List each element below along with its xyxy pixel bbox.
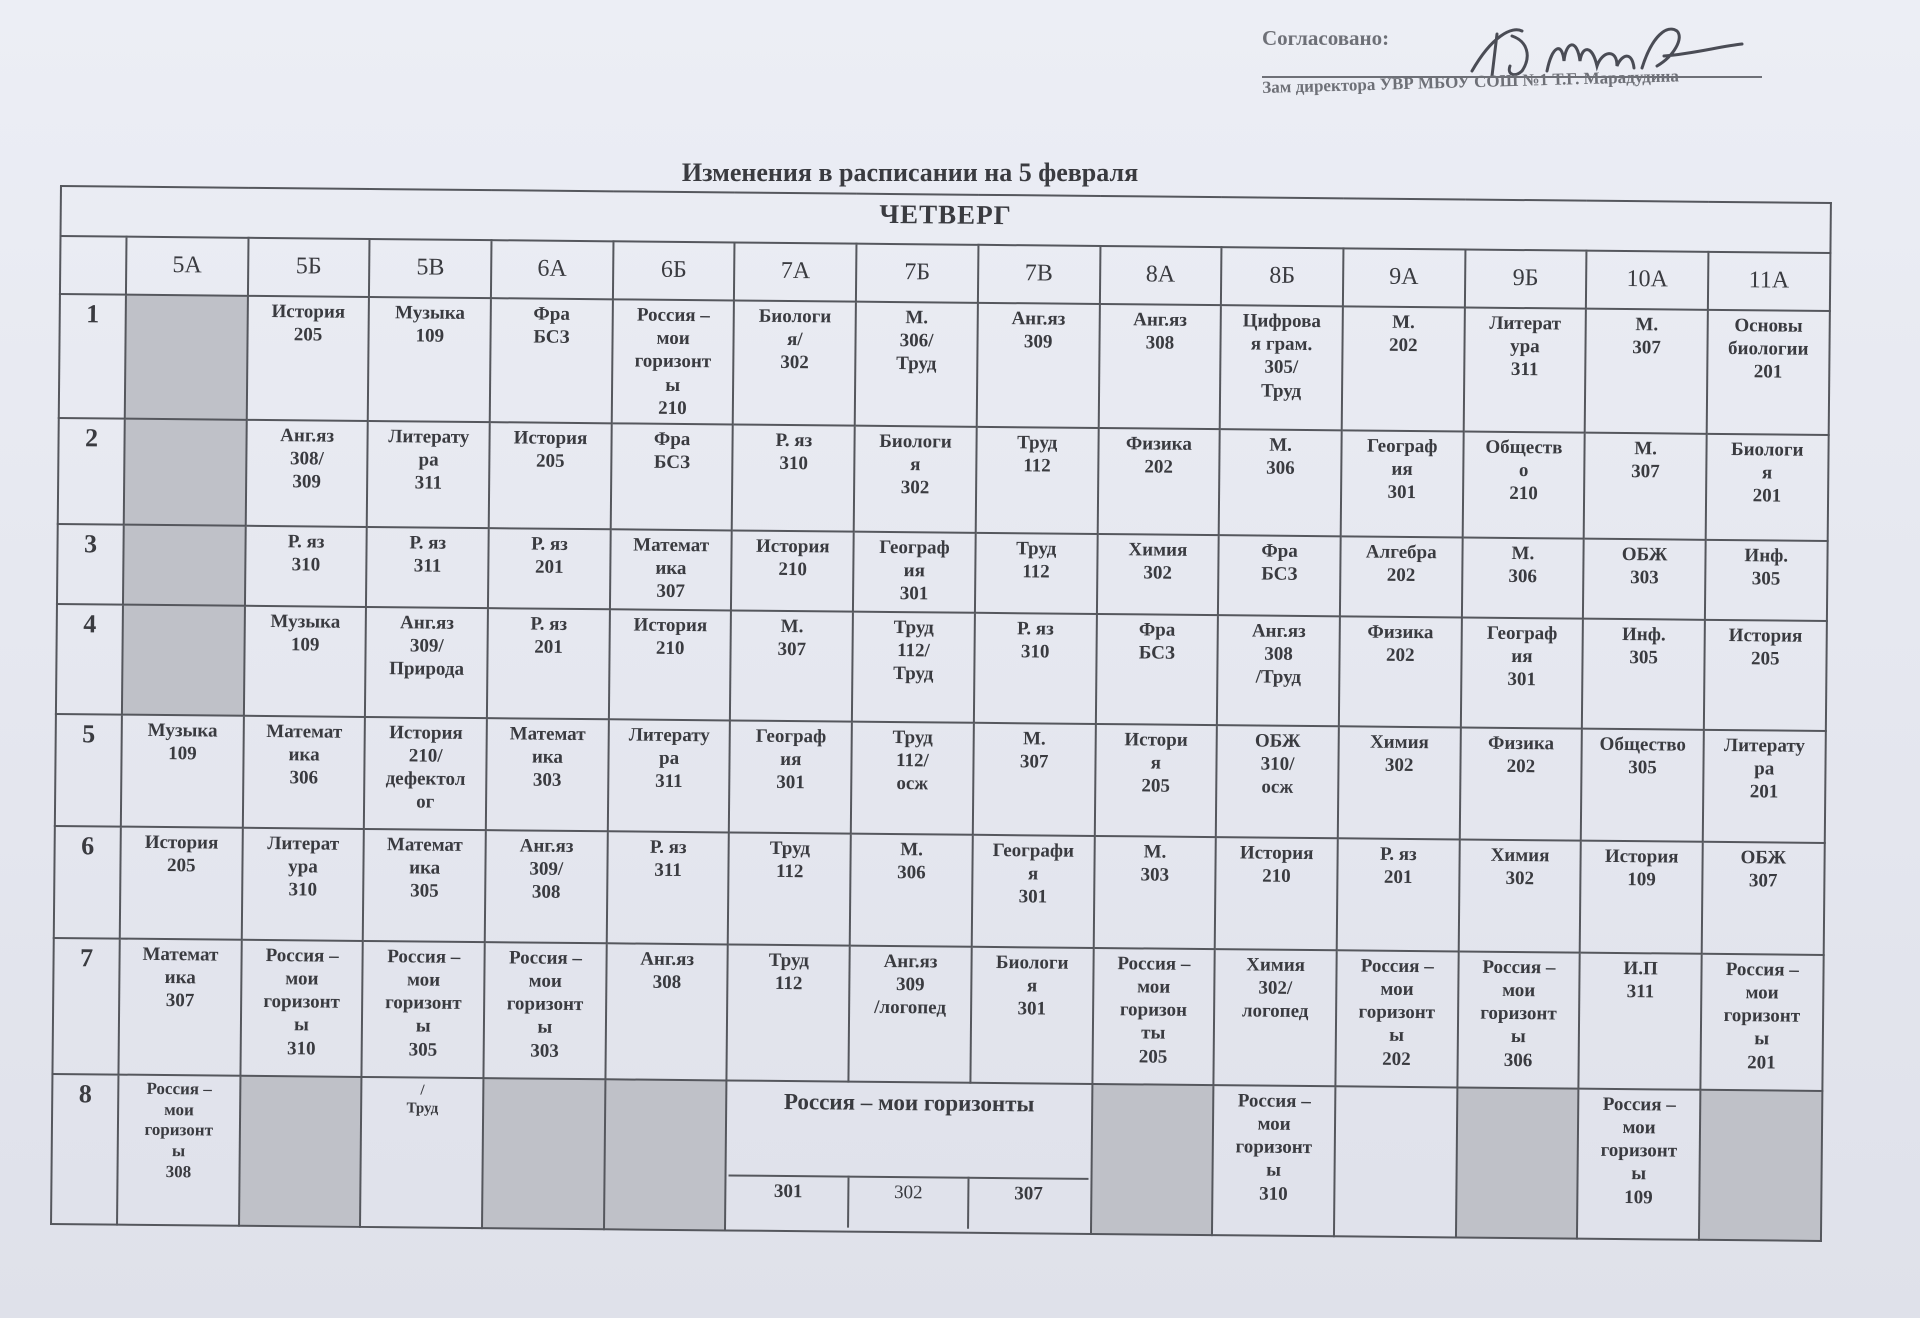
lesson-text: Труд 112	[769, 837, 811, 883]
lesson-cell	[244, 606, 367, 717]
lesson-text: Фра БСЗ	[533, 303, 570, 349]
lesson-cell	[605, 943, 728, 1080]
lesson-text: История 210/ дефектол ог	[385, 722, 466, 813]
lesson-cell	[1093, 836, 1216, 949]
lesson-text: / Труд	[406, 1082, 439, 1117]
period-number: 6	[54, 826, 121, 939]
lesson-cell	[368, 297, 491, 422]
period-row-1	[59, 294, 1830, 435]
room-cell: 302	[848, 1176, 968, 1228]
period-row-6	[54, 826, 1825, 955]
lesson-cell	[977, 303, 1100, 428]
lesson-cell	[1582, 619, 1705, 730]
lesson-text: Анг.яз 308	[1133, 309, 1188, 354]
lesson-text: Россия – мои горизонт ы 303	[506, 947, 584, 1062]
lesson-text: М. 307	[1632, 314, 1661, 359]
lesson-text: История 210	[633, 614, 708, 660]
period-number: 4	[56, 604, 123, 715]
lesson-text: ОБЖ 310/ осж	[1254, 730, 1301, 799]
period-number: 7	[52, 938, 119, 1075]
lesson-text: Химия 302	[1369, 731, 1429, 777]
lesson-text: М. 307	[1019, 728, 1049, 773]
lesson-text: Р. яз 310	[1017, 618, 1054, 663]
lesson-cell	[853, 531, 975, 612]
lesson-text: История 109	[1604, 845, 1679, 891]
lesson-text: Математ ика 307	[142, 943, 219, 1012]
period-row-2	[58, 418, 1829, 541]
lesson-cell	[609, 609, 732, 720]
combined-lesson-table	[728, 1084, 1088, 1229]
lesson-text: Географ ия 301	[1366, 435, 1438, 504]
lesson-text: Труд 112	[768, 949, 810, 995]
lesson-cell	[1218, 535, 1340, 616]
empty-cell	[123, 524, 245, 605]
lesson-cell	[975, 533, 1097, 614]
class-header: 9Б	[1464, 249, 1586, 308]
lesson-text: Литерат ура 311	[1489, 312, 1562, 381]
lesson-text: Труд 112/ осж	[892, 726, 933, 795]
lesson-cell	[1098, 304, 1221, 429]
schedule-table	[50, 185, 1832, 1242]
lesson-cell	[727, 944, 850, 1081]
lesson-text: Россия – мои горизонт ы 308	[144, 1078, 214, 1182]
schedule-table-wrap	[50, 185, 1830, 1217]
lesson-text: М. 303	[1140, 841, 1170, 886]
lesson-cell	[852, 611, 975, 722]
class-header: 6Б	[613, 241, 735, 300]
lesson-cell	[606, 831, 729, 944]
lesson-cell	[243, 716, 366, 829]
lesson-text: Литерат ура 310	[267, 832, 340, 901]
lesson-cell	[1707, 310, 1830, 435]
lesson-cell	[1216, 725, 1339, 838]
lesson-cell	[490, 298, 613, 423]
class-header: 9А	[1343, 248, 1465, 307]
lesson-cell	[240, 940, 363, 1077]
lesson-cell	[120, 826, 243, 939]
lesson-text: М. 202	[1388, 311, 1418, 357]
lesson-cell	[730, 610, 853, 721]
lesson-text: Труд 112	[1017, 432, 1058, 477]
lesson-cell	[1577, 1088, 1700, 1239]
lesson-cell	[241, 828, 364, 941]
lesson-cell	[367, 421, 490, 528]
empty-cell	[239, 1076, 362, 1227]
lesson-cell	[1212, 1085, 1335, 1236]
lesson-cell	[363, 829, 486, 942]
lesson-text: Биологи я 302	[879, 430, 952, 499]
lesson-cell	[488, 528, 610, 609]
lesson-cell	[976, 427, 1099, 534]
class-header: 5В	[369, 239, 491, 298]
lesson-text: История 210	[1239, 842, 1314, 887]
lesson-text: М. 306	[1508, 542, 1538, 588]
class-header: 7Б	[856, 244, 978, 303]
lesson-cell	[1092, 948, 1215, 1085]
period-number: 5	[55, 714, 122, 827]
class-header: 6А	[491, 240, 613, 299]
lesson-cell	[1335, 950, 1458, 1087]
lesson-text: Труд 112	[1016, 538, 1057, 583]
lesson-text: Физика 202	[1125, 433, 1193, 478]
empty-cell	[482, 1078, 605, 1229]
lesson-text: Анг.яз 308 /Труд	[1251, 620, 1306, 689]
lesson-cell	[1585, 309, 1708, 434]
lesson-cell	[485, 830, 608, 943]
lesson-cell	[1342, 306, 1465, 431]
lesson-text: Математ ика 307	[633, 534, 710, 603]
class-header: 7В	[978, 245, 1100, 304]
lesson-cell	[1219, 429, 1342, 536]
lesson-text: Истори я 205	[1124, 729, 1188, 797]
lesson-cell	[731, 530, 853, 611]
lesson-text: Музыка 109	[147, 719, 218, 765]
lesson-cell	[728, 832, 851, 945]
lesson-text: Математ ика 303	[509, 723, 586, 792]
lesson-cell	[974, 613, 1097, 724]
lesson-cell	[1581, 728, 1704, 841]
lesson-cell	[855, 302, 978, 427]
period-row-7	[52, 938, 1823, 1091]
lesson-text: Анг.яз 309 /логопед	[874, 950, 947, 1019]
lesson-cell	[1220, 305, 1343, 430]
lesson-cell	[610, 529, 732, 610]
lesson-cell	[1463, 307, 1586, 432]
lesson-text: Анг.яз 309	[1011, 308, 1066, 353]
lesson-text: История 205	[271, 301, 346, 346]
lesson-cell	[611, 299, 734, 424]
lesson-text: Р. яз 311	[409, 532, 447, 577]
lesson-cell	[608, 719, 731, 832]
class-header: 10А	[1586, 251, 1708, 310]
lesson-text: Россия – мои горизон ты 205	[1117, 953, 1191, 1068]
lesson-cell	[360, 1077, 483, 1228]
lesson-cell	[1705, 540, 1827, 621]
period-row-5	[55, 714, 1826, 843]
lesson-text: Россия – мои горизонт ы 210	[634, 304, 712, 419]
lesson-text: И.П 311	[1623, 957, 1658, 1003]
lesson-cell	[1457, 951, 1580, 1088]
lesson-text: Фра БСЗ	[1138, 619, 1176, 664]
empty-cell	[124, 418, 247, 525]
lesson-cell	[1706, 434, 1829, 541]
lesson-cell	[1215, 837, 1338, 950]
lesson-text: Россия – мои горизонт ы 202	[1358, 955, 1436, 1070]
room-cell: 301	[728, 1175, 848, 1227]
lesson-cell	[850, 833, 973, 946]
empty-cell	[1456, 1087, 1579, 1238]
lesson-cell	[854, 426, 977, 533]
class-header: 11А	[1708, 252, 1830, 311]
lesson-cell	[365, 607, 488, 718]
lesson-cell	[1702, 842, 1825, 955]
lesson-text: Анг.яз 309/ 308	[519, 835, 574, 904]
lesson-cell	[486, 718, 609, 831]
lesson-text: Общество 305	[1599, 733, 1687, 779]
lesson-cell	[1460, 617, 1583, 728]
lesson-text: Фра БСЗ	[653, 428, 691, 474]
lesson-cell	[366, 527, 488, 608]
lesson-cell	[851, 721, 974, 834]
lesson-cell	[732, 424, 855, 531]
lesson-text: Географи я 301	[992, 839, 1075, 908]
lesson-cell	[1458, 839, 1581, 952]
lesson-cell	[970, 947, 1093, 1084]
lesson-cell	[1459, 727, 1582, 840]
lesson-text: Инф. 305	[1744, 545, 1789, 590]
lesson-cell	[245, 420, 368, 527]
lesson-text: История 205	[1728, 624, 1803, 670]
lesson-text: Химия 302	[1490, 844, 1550, 890]
day-header: ЧЕТВЕРГ	[61, 186, 1831, 253]
lesson-cell	[1096, 534, 1218, 615]
class-header: 8А	[1099, 246, 1221, 305]
lesson-text: Инф. 305	[1621, 623, 1666, 669]
lesson-text: Музыка 109	[395, 302, 466, 347]
lesson-cell	[1579, 952, 1702, 1089]
lesson-cell	[489, 422, 612, 529]
lesson-text: Р. яз 311	[649, 836, 687, 882]
lesson-text: Литерату ра 311	[628, 724, 710, 793]
period-number: 2	[58, 418, 125, 525]
empty-cell	[122, 604, 245, 715]
lesson-text: Основы биологии 201	[1727, 315, 1809, 383]
lesson-cell	[733, 300, 856, 425]
lesson-text: История 210	[755, 535, 830, 581]
lesson-cell	[364, 717, 487, 830]
lesson-text: ОБЖ 307	[1740, 847, 1787, 892]
period-number: 8	[51, 1074, 118, 1225]
lesson-text: Географ ия 301	[879, 536, 950, 605]
lesson-text: Анг.яз 308/ 309	[280, 424, 335, 493]
lesson-text: М. 306	[1266, 434, 1295, 479]
lesson-text: Физика 202	[1367, 621, 1434, 667]
lesson-cell	[246, 296, 369, 421]
lesson-cell	[1095, 614, 1218, 725]
lesson-text: Цифрова я грам. 305/ Труд	[1242, 310, 1321, 402]
lesson-text: М. 306	[897, 838, 926, 884]
period-row-8	[51, 1074, 1822, 1241]
combined-lesson-cell	[725, 1080, 1091, 1233]
room-cell: 307	[968, 1178, 1088, 1230]
combined-lesson-title: Россия – мои горизонты	[729, 1084, 1089, 1178]
empty-cell	[1090, 1084, 1213, 1235]
lesson-text: Физика 202	[1487, 732, 1555, 778]
period-number: 1	[59, 294, 126, 418]
document-title: Изменения в расписании на 5 февраля	[681, 158, 1139, 187]
lesson-cell	[487, 608, 610, 719]
lesson-text: Литерату ра 201	[1723, 734, 1806, 803]
lesson-text: Химия 302/ логопед	[1241, 954, 1309, 1023]
lesson-text: Анг.яз 308	[640, 948, 695, 994]
lesson-text: Россия – мои горизонт ы 306	[1480, 956, 1557, 1071]
lesson-cell	[1584, 433, 1707, 540]
lesson-cell	[1583, 539, 1705, 620]
class-header: 5Б	[248, 238, 370, 297]
lesson-cell	[1461, 537, 1583, 618]
lesson-cell	[1338, 726, 1461, 839]
period-row-4	[56, 604, 1827, 731]
lesson-text: Россия – мои горизонт ы 310	[263, 944, 341, 1060]
lesson-text: Биологи я/ 302	[758, 305, 832, 374]
empty-cell	[125, 295, 248, 420]
lesson-text: Р. яз 201	[1379, 843, 1417, 889]
lesson-cell	[1094, 724, 1217, 837]
empty-cell	[1699, 1090, 1822, 1241]
lesson-text: Химия 302	[1128, 539, 1188, 584]
lesson-cell	[1337, 838, 1460, 951]
class-header: 5А	[126, 237, 248, 296]
lesson-cell	[849, 945, 972, 1082]
lesson-text: Литерату ра 311	[388, 426, 470, 494]
lesson-text: Математ ика 305	[386, 834, 463, 902]
lesson-text: ОБЖ 303	[1621, 543, 1668, 589]
lesson-cell	[1214, 949, 1337, 1086]
lesson-text: Фра БСЗ	[1261, 540, 1298, 585]
lesson-cell	[610, 423, 733, 530]
lesson-cell	[1340, 536, 1462, 617]
period-number: 3	[57, 524, 124, 605]
lesson-cell	[121, 714, 244, 827]
lesson-cell	[1462, 431, 1585, 538]
class-header: 8Б	[1221, 247, 1343, 306]
lesson-text: Математ ика 306	[266, 720, 343, 789]
class-header: 7А	[734, 242, 856, 301]
empty-cell	[1334, 1086, 1457, 1237]
lesson-cell	[1580, 840, 1703, 953]
empty-cell	[604, 1079, 727, 1230]
lesson-cell	[362, 941, 485, 1078]
approval-block	[1262, 26, 1782, 116]
lesson-text: Россия – мои горизонт ы 310	[1235, 1090, 1313, 1205]
lesson-cell	[1217, 615, 1340, 726]
lesson-cell	[118, 938, 241, 1075]
lesson-cell	[1703, 730, 1826, 843]
lesson-text: М. 306/ Труд	[896, 307, 937, 375]
lesson-cell	[484, 942, 607, 1079]
lesson-text: Р. яз 310	[287, 531, 325, 576]
lesson-cell	[117, 1074, 240, 1225]
lesson-cell	[1339, 616, 1462, 727]
lesson-text: Р. яз 201	[530, 613, 568, 658]
lesson-text: История 205	[513, 427, 588, 472]
lesson-text: Труд 112/ Труд	[893, 616, 934, 685]
lesson-text: Россия – мои горизонт ы 305	[385, 946, 462, 1061]
lesson-text: Р. яз 310	[775, 429, 813, 475]
lesson-text: Географ ия 301	[1486, 622, 1558, 691]
agreed-label: Согласовано:	[1262, 26, 1390, 50]
lesson-text: Обществ о 210	[1485, 436, 1563, 505]
lesson-text: История 205	[144, 831, 219, 877]
lesson-text: М. 307	[777, 615, 807, 661]
lesson-cell	[1704, 620, 1827, 731]
lesson-cell	[1341, 430, 1464, 537]
lesson-text: Географ ия 301	[755, 725, 827, 794]
lesson-text: Анг.яз 309/ Природа	[389, 612, 465, 681]
lesson-cell	[973, 723, 1096, 836]
lesson-text: М. 307	[1631, 437, 1660, 483]
corner-cell	[60, 236, 127, 295]
lesson-cell	[1700, 954, 1823, 1091]
lesson-cell	[972, 835, 1095, 948]
lesson-text: Биологи я 301	[995, 951, 1069, 1020]
lesson-text: Алгебра 202	[1365, 541, 1437, 587]
lesson-cell	[1097, 428, 1220, 535]
lesson-text: Россия – мои горизонт ы 109	[1600, 1093, 1678, 1208]
lesson-cell	[245, 526, 367, 607]
lesson-text: Биологи я 201	[1730, 438, 1804, 507]
position-text: Зам директора УВР МБОУ СОШ №1 Т.Г. Марадудина	[1262, 66, 1680, 97]
lesson-text: Россия – мои горизонт ы 201	[1723, 958, 1801, 1074]
lesson-text: Р. яз 201	[531, 533, 568, 578]
lesson-cell	[729, 720, 852, 833]
lesson-text: Музыка 109	[270, 610, 341, 656]
